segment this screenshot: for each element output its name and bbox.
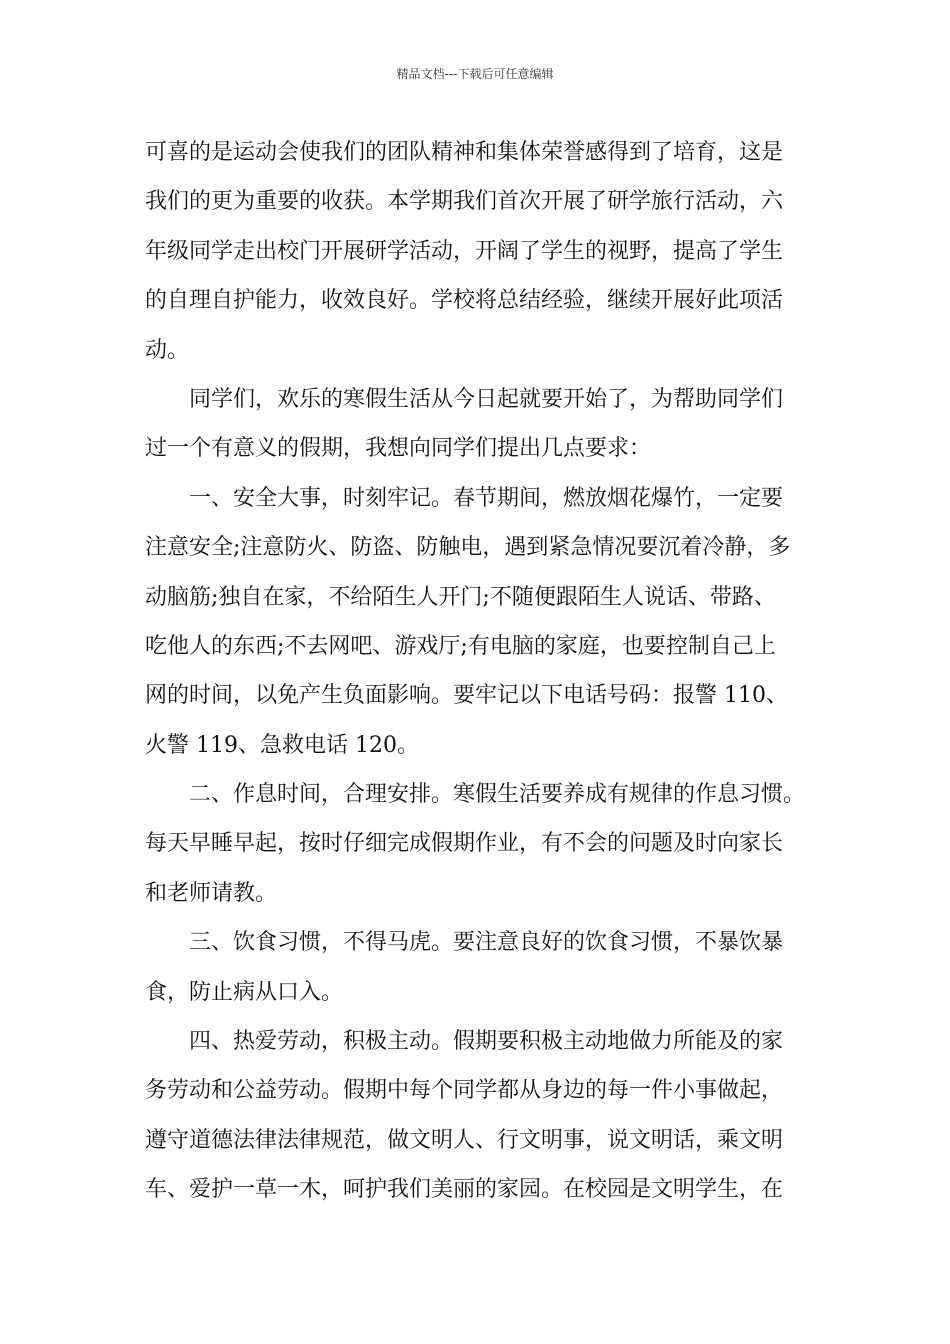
text-line: 可喜的是运动会使我们的团队精神和集体荣誉感得到了培育，这是: [145, 140, 784, 165]
text-line: 注意安全;注意防火、防盗、防触电，遇到紧急情况要沉着冷静，多: [145, 535, 791, 561]
document-body: [145, 128, 810, 1215]
text-line: 遵守道德法律法律规范，做文明人、行文明事，说文明话，乘文明: [145, 1127, 784, 1153]
text-line: 车、爱护一草一木，呵护我们美丽的家园。在校园是文明学生，在: [145, 1177, 784, 1203]
text-line: 四、热爱劳动，积极主动。假期要积极主动地做力所能及的家: [145, 1029, 784, 1055]
text-line: 一、安全大事，时刻牢记。春节期间，燃放烟花爆竹，一定要: [145, 485, 784, 511]
text-line: 食，防止病从口入。: [145, 979, 344, 1005]
text-line: 的自理自护能力，收效良好。学校将总结经验，继续开展好此项活: [145, 288, 784, 314]
text-line: 吃他人的东西;不去网吧、游戏厅;有电脑的家庭，也要控制自己上: [145, 633, 776, 659]
text-line: 动。: [145, 337, 190, 363]
text-line: 务劳动和公益劳动。假期中每个同学都从身边的每一件小事做起，: [145, 1078, 784, 1104]
text-line: 网的时间，以免产生负面影响。要牢记以下电话号码：报警 110、: [145, 683, 788, 709]
text-line: 动脑筋;独自在家，不给陌生人开门;不随便跟陌生人说话、带路、: [145, 584, 776, 610]
page-header: 精品文档---下载后可任意编辑: [396, 67, 554, 81]
text-line: 过一个有意义的假期，我想向同学们提出几点要求：: [145, 436, 652, 462]
text-line: 火警 119、急救电话 120。: [145, 732, 419, 758]
text-line: 三、饮食习惯，不得马虎。要注意良好的饮食习惯，不暴饮暴: [145, 930, 784, 956]
text-line: 和老师请教。: [145, 880, 278, 906]
text-line: 我们的更为重要的收获。本学期我们首次开展了研学旅行活动，六: [145, 189, 784, 215]
text-line: 二、作息时间，合理安排。寒假生活要养成有规律的作息习惯。: [145, 782, 806, 808]
text-line: 每天早睡早起，按时仔细完成假期作业，有不会的问题及时向家长: [145, 831, 784, 857]
text-line: 同学们，欢乐的寒假生活从今日起就要开始了，为帮助同学们: [145, 386, 784, 412]
text-line: 年级同学走出校门开展研学活动，开阔了学生的视野，提高了学生: [145, 238, 784, 264]
